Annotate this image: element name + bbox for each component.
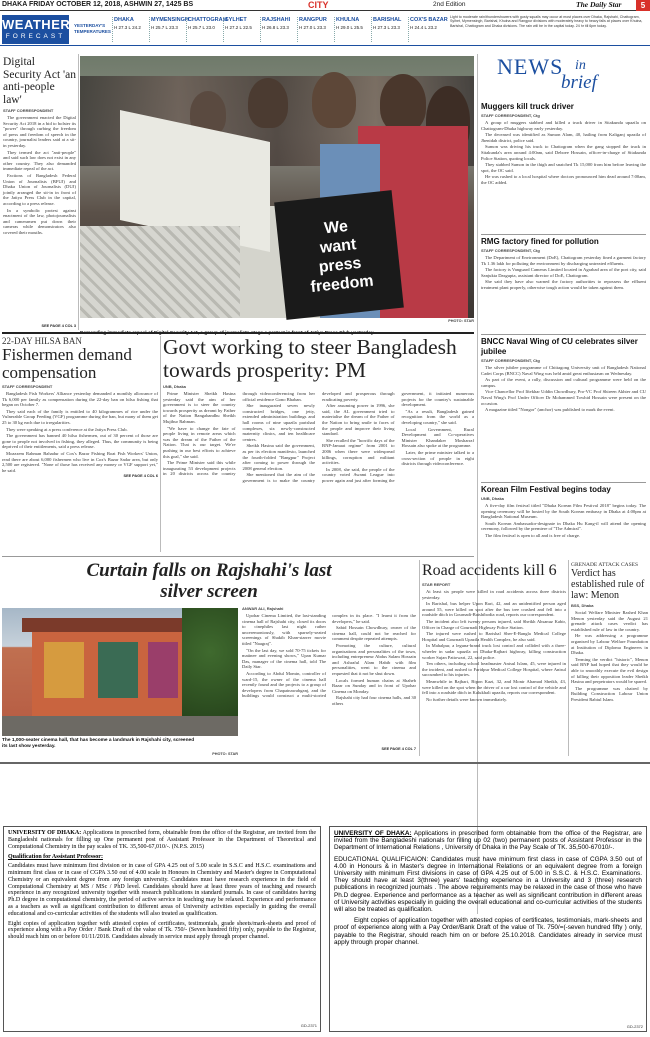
edition-label: 2nd Edition [433,1,466,8]
cinema-street [2,716,238,736]
person-silhouette [380,74,426,132]
story-pm-headline: Govt working to steer Bangladesh towards prosperity: PM [163,335,457,382]
story-pm [163,336,474,550]
weather-row-label [74,23,112,35]
cinema-poster [148,642,178,698]
brief-divider [481,334,646,335]
paragraph: Prime Minister Sheikh Hasina yesterday said the aim of her government is to steer the country towards prosperity as dreamt by Father of the Nation Bangabandhu Sheikh Mujibur Rahman. [163,391,236,424]
weather-city [112,17,149,42]
main-photo-caption: Demanding immediate repeal of Digital Security Act, a group of journalists stage a protest in front of Jatiya Press Club yesterday. [80,331,375,336]
paragraph: They said each of the family is entitled to 40 kilogrammes of rice under the Vulnerable Group Feeding (VGF) programme during the ban, but many of them get 25 to 30 kg each due to irregularities. [2,408,158,425]
brief-byline: UNB, Dhaka [481,496,504,501]
paragraph: The government has banned 40 hilsa fishermen, out of 30 percent of those are gone to people not involved in fishing, they alleged. Thus, the community is being deprived of their entitlements, said a press release. [2,433,158,450]
ad-right-lead [334,830,642,852]
paragraph: They stabbed Sumon in the thigh and snatched Tk 15,000 from him before leaving the spot, the OC said. [481,162,646,173]
paragraph: Terming the verdict "historic", Menon said BNP had hoped that they would be able to smoothly execute the evil design of killing their opposition leader Sheikh Hasina and perpetrators would be spared. [571,656,648,685]
main-photo-credit: PHOTO: STAR [448,319,474,323]
paragraph: She inaugurated seven newly constructed bridges, one jetty, extended administration buildings and hall rooms of nine upazila parishad complexes, six newly-constructed maternity clinics, and ten healthcare centres. [242,403,315,442]
paragraph: The injured were rushed to Barishal Sher-E-Bangla Medical College Hospital and Gournadi Upazila Health Complex, he also said. [422,631,566,642]
brief-headline: Muggers kill truck driver [481,102,574,111]
weather-city-name: CHATTOGRAM [188,17,228,23]
weather-city-name: DHAKA [114,17,134,23]
brief-headline: Korean Film Festival begins today [481,485,611,494]
weather-city-temps: H 27.0 L 23.3 [299,25,326,30]
weather-city-temps: H 29.0 L 25.5 [336,25,363,30]
story-road [422,562,566,758]
sign-line: want [319,236,358,257]
weather-city-name: SYLHET [225,17,247,23]
ad-left-code: GD-2371 [300,1023,317,1029]
brief-item [481,102,646,210]
weather-badge [2,15,69,44]
weather-city [371,17,408,42]
weather-city-temps: H 27.3 L 24.2 [114,25,141,30]
paragraph: Ten others, including school headmaster Anisul Islam, 45, were injured in the incident, and rushed to Faridpur Medical College Hospital, where Anisul succumbed to his injuries. [422,661,566,678]
column-divider [477,54,478,914]
story-road-byline: STAR REPORT [422,582,451,587]
story-dsa-headline: Digital Security Act 'an anti-people law' [3,56,76,106]
paragraph: Factions of Bangladesh Federal Union of Journalists (BFUJ) and Dhaka Union of Journalists (DUJ) jointly arranged the sit-in in front of the Jatiya Press Club in the capital, according to a press release. [3,172,76,206]
paragraph: A five-day film festival titled "Dhaka Korean Film Festival 2018" begins today. The opening ceremony will be hosted by the South Korean embassy in Dhaka at 4:00pm at Bangladesh National Museum. [481,503,646,520]
weather-city-name: RANGPUR [299,17,327,23]
section-rule [2,332,474,334]
brief-byline: STAFF CORRESPONDENT, Ctg [481,358,540,363]
paragraph: Sabid Hossain Chowdhury, owner of the cinema hall, could not be reached for comment despite repeated attempts. [332,625,416,642]
section-title: CITY [308,0,329,10]
story-dsa [3,56,76,328]
paragraph: Vice Chancellor Prof Iftekhar Uddin Chowdhury, Pro-VC Prof Shireen Akhter and CU Naval Wing's Prof Under Officer Dr Mohammed Towhid Hossain were present on the occasion. [481,389,646,406]
brief-body [481,120,646,186]
ad-left-qual-title: Qualification for Assistant Professor: [8,854,103,861]
brief-divider [481,234,646,235]
paragraph: The programme was chaired by Building Construction Labour Union President Rabiul Islam. [571,685,648,702]
paragraph: South Korean Ambassador-designate in Dhaka Hu Kang-il will attend the opening ceremony, followed by the premiere of "The Admiral". [481,520,646,532]
paragraph: Bangladesh Fish Workers' Alliance yesterday demanded a monthly allowance of Tk 6,000 per family as compensation during the 22-day ban on hilsa fishing that began on October 7. [2,391,158,408]
brief-byline: STAFF CORRESPONDENT, Ctg [481,113,540,118]
see-page-link[interactable]: SEE PAGE 4 COL 6 [123,474,158,479]
brief-body [481,255,646,291]
story-hilsa [2,336,158,550]
story-hilsa-byline: STAFF CORRESPONDENT [2,384,53,389]
paragraph: Sheikh Hasina said the government, as per its election manifesto, launched the fourth-folded "Rangpur" Project after coming to power through the 2008 general election. [242,443,315,471]
paragraph: The government enacted the Digital Security Act 2018 in a bid to bolster its "power" through curbing the freedom of press and freedom of speech in the country, journalist leaders said at a sit-in yesterday. [3,115,76,148]
paragraph: A group of muggers stabbed and killed a truck driver in Sitakunda upazila on Chattogram-Dhaka highway early yesterday. [481,120,646,131]
weather-city-temps: H 24.4 L 23.2 [410,25,437,30]
brief-headline: RMG factory fined for pollution [481,237,599,246]
paragraph: In Barishal, bus helper Upon Rari, 42, and an unidentified person aged around 55, were killed on spot after the bus tree crashed and fell into a roadside ditch in Gournadi-Baishibodia road, reports our correspondent. [422,601,566,618]
main-photo-caption-box [80,319,474,336]
weather-city [223,17,260,42]
brief-item [481,237,646,332]
ad-left [3,826,321,1032]
paragraph: In 2008, she said, the people of the country voted Awami League into power again and just after forming the government, it initiated numerous projects for the country's sustainable development. [322,391,474,483]
paragraph: Meanwhile in Rajbari, Bipon Kazi, 32, and Monir Ahamad Sheikh, 43, were killed on the spot when the driver of a car lost control of the vehicle and fell into a roadside ditch in Kalukhali upazila, reports our correspondent. [422,678,566,696]
paragraph: The incident also left twenty persons injured, said Sheikh Ahsanuz Kabir, Officer in Charge of Gournadi Highway Police Station. [422,618,566,630]
news-brief [481,50,646,610]
main-photo [80,56,474,318]
weather-city [260,17,297,42]
brief-item [481,337,646,479]
newspaper-pile [80,226,240,318]
paragraph: Later, the prime minister talked to a cross-section of people in eight districts through videoconference. [401,449,474,467]
weather-city [297,17,334,42]
brief-divider [481,482,646,483]
section-rule [0,762,650,764]
person-silhouette [248,78,288,128]
cinema-photo-caption: The 1,000-seater cinema hall, that has become a landmark in Rajshahi city, screened its last show yesterday. [2,738,195,749]
paragraph: Promoting the culture, cultural organisations and personalities of the town, including entrepreneur Abdus Salam Hossain and Ashraful Alam Habib with film personalities, went to the cinema and requested that it not be shut down. [332,642,416,676]
cinema-roof [22,618,192,632]
paragraph: The Prime Minister said this while inaugurating 53 development projects in 20 districts across the country through videoconferencing from her official residence Gono Bhaban. [163,391,315,477]
weather-city [408,17,446,42]
paragraph: He was rushed to a local hospital where doctors pronounced him dead around 7:00am, the OC added. [481,174,646,185]
paragraph: Local Government, Rural Development and Co-operatives Minister Khandaker Mosharraf Hossain also spoke at the programme. [401,426,474,449]
cinema-photo-caption-box [2,738,238,756]
dateline: DHAKA FRIDAY OCTOBER 12, 2018, ASHWIN 27, 1425 BS [2,1,194,8]
story-hilsa-headline: Fishermen demand compensation [2,345,132,382]
story-hilsa-kicker: 22-DAY HILSA BAN [2,336,82,346]
column-divider [419,560,420,756]
story-grenade [571,562,648,758]
paragraph: He was addressing a programme organised by Labour Welfare Foundation at Institution of Diploma Engineers in Dhaka. [571,633,648,656]
column-divider [160,336,161,552]
brief-logo-news: NEWS [497,54,564,79]
ad-right-closing: Eight copies of application together with attested copies of certificates, testimonials, mark-sheets and proof of experience along with a Pay Order/Bank Draft of the value of Tk. 750/=(-seven hundred fifty ) only, payable to the Registrar, should reach him on or before 25.10.2018. Candidates already in service must apply through proper channel. [334,917,642,946]
weather-city [334,17,371,42]
paragraph: Sumon was driving his truck to Chattogram when the gang stopped the truck in Sitakunda's area around 4:00am, said Deboee Hossain, officer-in-charge of Sitakunda Police Station, quoting locals. [481,144,646,161]
column-divider [78,54,79,330]
weather-row-label-2: TEMPERATURES [74,29,111,34]
story-cinema-body [242,613,416,747]
ad-left-org: UNIVERSITY OF DHAKA: [8,830,82,836]
brief-logo-in: in [575,58,586,73]
weather-city-temps: H 26.8 L 23.3 [262,25,289,30]
paragraph: They termed the act "anti-people" and said such law does not exist in any other country. They also demanded immediate repeal of the act. [3,149,76,172]
masthead [0,0,650,11]
see-page-link[interactable]: SEE PAGE 4 COL 7 [381,747,416,751]
paragraph: At least six people were killed in road accidents across three districts yesterday. [422,589,566,600]
paragraph: In a symbolic protest against enactment of the law, photojournalists and cameramen put down their cameras while demonstrators also covered their mouths. [3,207,76,235]
brief-body [481,503,646,539]
paragraph: Rajshahi city had four cinema halls, and 30 others [332,695,416,706]
story-cinema-headline: Curtain falls on Rajshahi's last silver screen [86,560,332,602]
story-cinema-byline: ANWAR ALI, Rajshahi [242,606,284,611]
cinema-tree [182,608,238,718]
page-number: 5 [636,0,650,11]
weather-city-name: RAJSHAHI [262,17,291,23]
column-divider [568,560,569,756]
paragraph: They were speaking at a press conference at the Jatiya Press Club. [6,426,128,432]
ad-right-qual-text: EDUCATIONAL QUALIFICAION: Candidates must have minimum first class in case of CGPA 3.50 out of 4.00 in Honours & in Master's degree in International Relations or an equivalent degree from a foreign University with minimum First divisions in case of GPA 4.25 out of 5.00 in S.S.C. & H.S.C. Examinations. They should have at least 3(three) years' teaching experience in a University and 3 (three) research publications in recognized journals . The above requirements may be relaxed in the case of those who have Ph.D degree. Experience and performance as a teacher as well as significant contribution in different areas of University activities especially in guiding the overall educational and co-curricular activities of the students will also be treated as qualification. [334,855,642,914]
weather-city-name: BARISHAL [373,17,402,23]
weather-city [149,17,189,42]
ad-right-code: GD-2372 [626,1023,643,1029]
story-hilsa-body [2,391,158,473]
ad-left-lead-text: Applications in prescribed form, obtainable from the office of the Registrar, are invited from the Bangladeshi nationals for filling up One permanent post of Assistant Professor in the Department of Theoretical and Computational Chemistry in the pay scales of TK. 35,500-67,010/-. (N.P.S. 2015) [8,830,316,850]
paragraph: The deceased was identified as Sumon Alam, 40, hailing from Kaliganj upazila of Jhenidah district, police said. [481,132,646,143]
brief-body [481,365,646,413]
paragraph: The Department of Environment (DoE), Chattogram yesterday fined a garment factory Tk 1.36 lakh for polluting the environment by discharging untreated effluents. [481,255,646,266]
weather-city-name: COX'S BAZAR [410,17,448,23]
paragraph: The film festival is open to all and is free of charge. [485,532,581,538]
ad-right [329,826,647,1032]
ad-left-closing: Eight copies of application together with attested copies of certificates, testimonials, grade sheets/mark-sheets and proof of experience along with a Pay Order / Bank Draft of the value of Tk. 750/- (Seven hundred fifty) only, payable to the Registrar, should reach him on or before 01/11/2018. Candidates already in service must apply through proper channel. [8,920,316,941]
ad-left-qual-text: Candidates must have minimum first division or in case of GPA 4.25 out of 5.00 scale in S.S.C and H.S.C. examinations and minimum first class or in case of CGPA 3.50 out of 4.00 scale in Honours in Chemistry and Master's degree in Computational Chemistry or an equivalent degree from any foreign university. Candidates must have research experience in the field of Computational Chemistry at MS / MSc / PhD level. Candidates should have at least three years of teaching and research experience in any recognized university together with research publications in standard journals. In case of candidates having Ph.D degree in computational chemistry, the period of active service in teaching may be relaxed. Experience and performance as a teachers as well as significant contribution to different areas of University activities especially in guiding the overall educational and co-curricular activities of the students will also treated as qualification. [8,863,316,917]
paragraph: Locals formed human chains at Shaheb Bazar on Sunday and in front of Upohar Cinema on Monday. [332,677,416,694]
ad-right-org: UNIVERSITY OF DHAKA: [334,830,412,837]
weather-row-label-1: YESTERDAY'S [74,23,106,28]
story-pm-byline: UNB, Dhaka [163,384,186,389]
weather-city-temps: H 27.2 L 22.5 [225,25,252,30]
paragraph: She said they have also warned the factory authorities to repossess the effluent treatment plant properly, otherwise tough action would be taken against them. [481,279,646,290]
paragraph: "On the last day, we sold 70-75 tickets for matinee and evening shows," Upan Kumar Das, manager of the cinema hall, told The Daily Star. [242,647,326,670]
paragraph: Moazzem Rahman Bahadur of Cox's Bazar Fishing Boat Fish Workers' Union, read there are about 6,000 fishermen who live in Cox's Bazar Sadar area, but only 2,500 are registered. "None of those has received any money or VGF support yet," he said. [2,450,158,473]
cinema-photo [2,608,238,736]
weather-city-temps: H 27.3 L 23.3 [373,25,400,30]
story-cinema-text [242,606,416,756]
paragraph: As part of the event, a rally, discussion and cultural programme were held on the campus. [481,377,646,388]
story-grenade-byline: BSS, Dhaka [571,603,594,608]
paragraph: The factory is Vanguard Cameras Limited located in Agrabad area of the port city, said Sanjukta Dasgupta, assistant director of DoE, Chattogram. [481,267,646,278]
cinema-poster [44,642,84,698]
paragraph: "As a result, Bangladesh gained recognition from the world as a developing country," she said. [401,408,474,425]
section-rule [2,556,474,557]
story-grenade-kicker: GRENADE ATTACK CASES [571,562,639,568]
paragraph: Upohar Cinema Limited, the last-standing cinema hall of Rajshahi city, closed its doors to cinephiles last night rather unceremoniously, with sparsely-seated screenings of Shakib Khan-starrer movie titled "Naagraj". [242,613,326,646]
weather-city-temps: H 25.7 L 23.0 [188,25,215,30]
weather-bar [0,13,650,46]
story-dsa-byline: STAFF CORRESPONDENT [3,108,54,113]
cinema-poster [98,642,138,698]
brief-logo-brief: brief [561,72,597,93]
paragraph: She mentioned that the aim of the government is to make the country developed and prosperous through eradicating poverty. [242,391,395,483]
sign-line: We [323,217,349,238]
weather-city [186,17,228,42]
weather-note: Light to moderate rain/thundershowers with gusty squalls may occur at most places over Dhaka, Rajshahi, Chattogram, Sylhet, Mymensingh, Barishal, Khulna and Rangpur divisions with moderately heavy to heavy falls at places over Khulna, Barishal, Chattogram and Dhaka divisions. The rain will be in the capital today. 24 hr till 6pm today. [450,15,643,28]
weather-cities [112,17,446,42]
paragraph: She recalled the "horrific days of the BNP-Jamaat regime" from 2001 to 2006 when there were widespread killings, corruption and militant activities. [322,437,395,466]
story-pm-body [163,391,474,543]
weather-subtitle: FORECAST [5,33,66,40]
story-dsa-body [3,115,76,235]
ad-right-lead-text: Applications in prescribed form obtainable from the office of the Registrar, are invited from the Bangladeshi nationals for filling up 02 (two) permanent posts of Assistant Professor in the Department of International Relations , University of Dhaka in the Pay Scale of TK. 35,500-67010/-. [334,830,642,852]
paragraph: Social Welfare Minister Rashed Khan Menon yesterday said the August 21 grenade attack cases verdict has established rule of law in the country. [571,610,648,632]
cinema-photo-credit: PHOTO: STAR [212,752,238,756]
weather-city-temps: H 25.7 L 23.3 [151,25,178,30]
brief-byline: STAFF CORRESPONDENT, Ctg [481,248,540,253]
weather-city-name: MYMENSINGH [151,17,189,23]
weather-title: WEATHER [2,17,71,32]
sign-line: freedom [309,272,375,297]
sign-line: press [317,254,363,277]
paragraph: "We have to change the fate of people living in remote areas which was the dream of the Father of the Nation. That is our target. We're pushing in our best efforts to achieve this goal," she said. [163,425,236,459]
paragraph: After assuming power in 1996, she said, the AL government tried to materialise the dream of the Father of the Nation to bring smile to faces of the people and improve their living standard. [322,403,395,437]
paragraph: No further details were known immediately. [426,696,508,702]
see-page-link[interactable]: SEE PAGE 4 COL 3 [41,324,76,328]
paragraph: According to Abdul Momin, controller of ward-15, the owner of the cinema hall recently found and the projects to a group of developers from Chapainawabganj, and the buildings would construct a multi-storied complex in its place. "I learnt it from the developers," he said. [242,613,416,699]
ad-left-lead [8,830,316,850]
paper-name: The Daily Star [576,0,622,9]
story-road-body [422,589,566,702]
freedom-sign [274,190,404,320]
paragraph: In Mahalpur, a leguna-brand truck lost control and collided with a three-wheeler in sadar upazila on Dhaka-Rajbari highway, killing construction worker Sujan Pattowari, 22, said police. [422,643,566,660]
brief-logo [497,50,637,92]
brief-headline: BNCC Naval Wing of CU celebrates silver jubilee [481,337,638,356]
weather-city-name: KHULNA [336,17,360,23]
person-silhouette [312,72,356,128]
story-road-headline: Road accidents kill 6 [422,562,557,579]
story-grenade-headline: Verdict has established rule of law: Menon [571,568,645,601]
paragraph: The silver jubilee programme of Chittagong University unit of Bangladesh National Cadet Corps (BNCC) Naval Wing was held amid great enthusiasm on Wednesday. [481,365,646,376]
paragraph: A magazine titled "Nongor" (anchor) was published to mark the event. [485,407,615,413]
story-grenade-body [571,610,648,703]
